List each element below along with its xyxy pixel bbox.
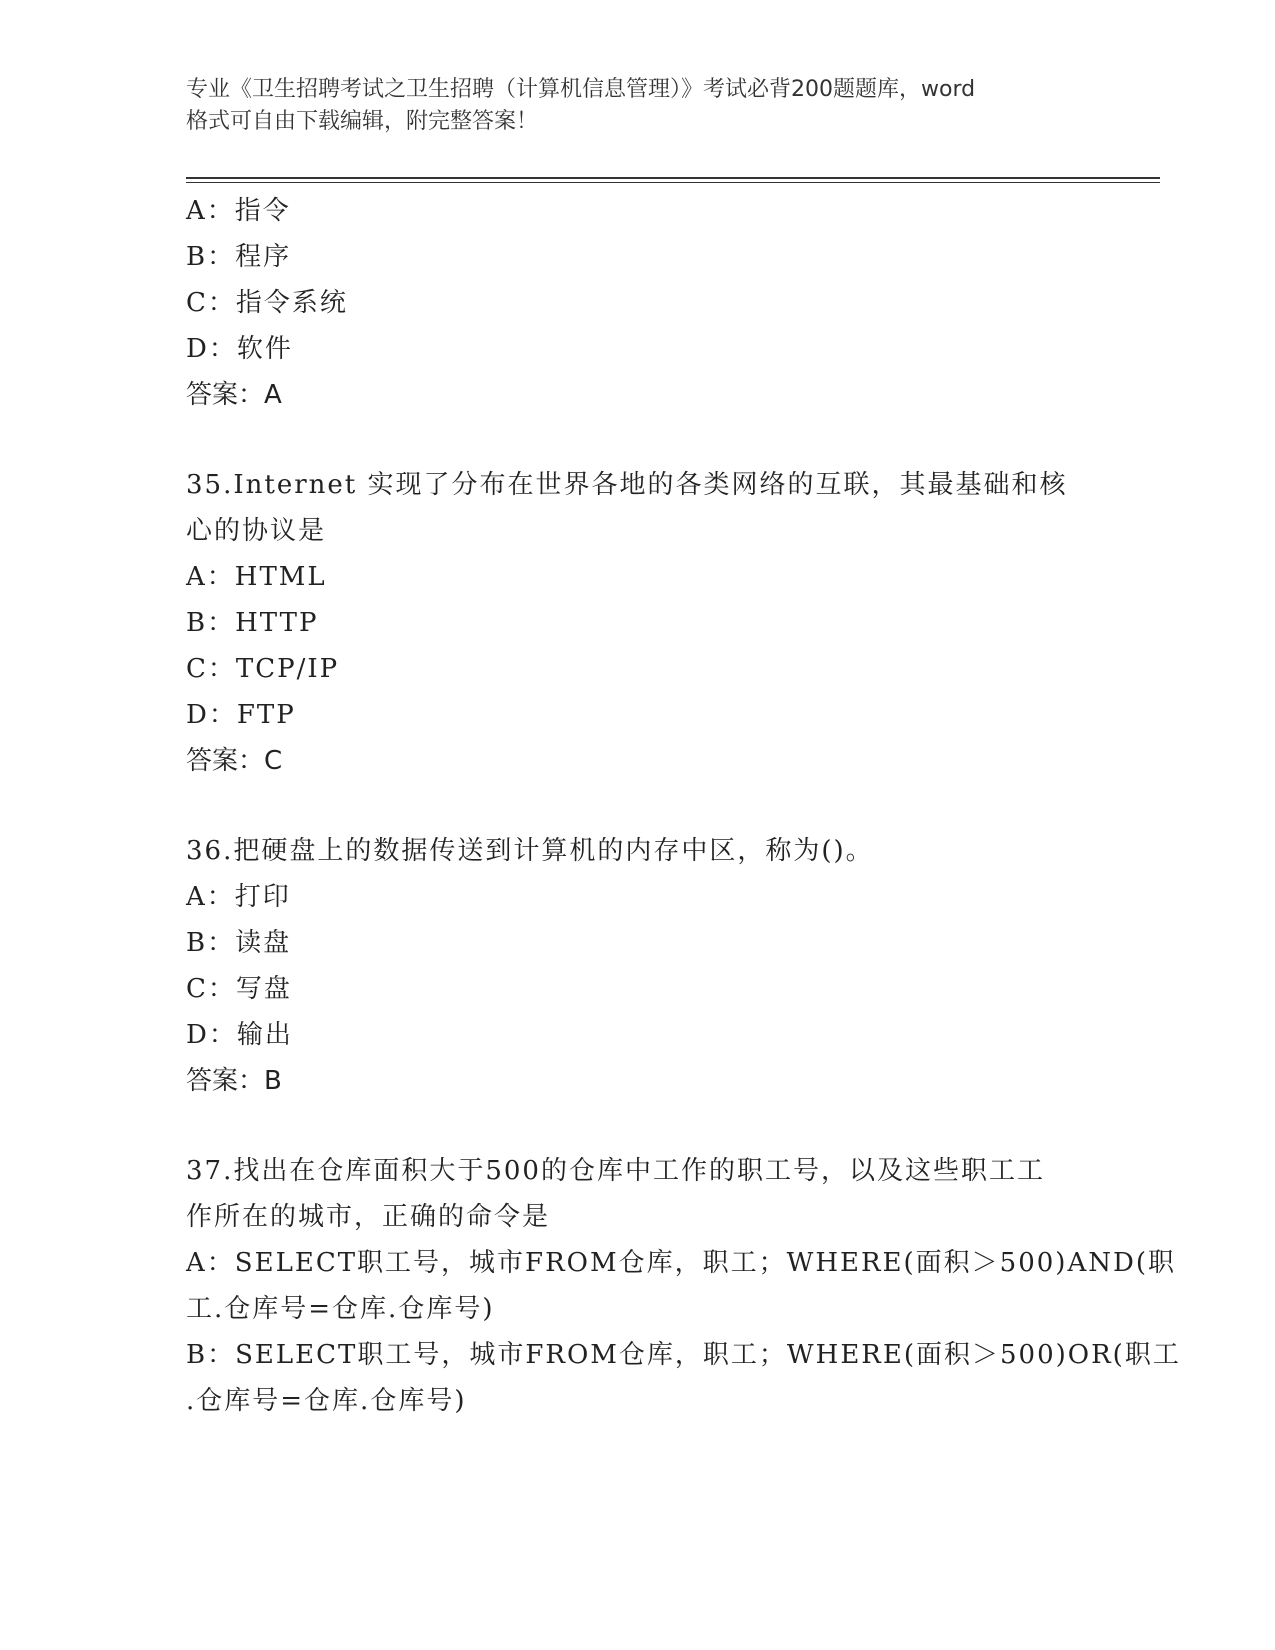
header-divider	[186, 177, 1160, 179]
question-stem-line: 37.找出在仓库面积大于500的仓库中工作的职工号，以及这些职工工	[186, 1156, 1045, 1186]
option-b: B：程序	[186, 242, 292, 272]
question-stem-line: 36.把硬盘上的数据传送到计算机的内存中区，称为()。	[186, 836, 874, 866]
header-divider-thin	[186, 182, 1160, 183]
answer-line: 答案：B	[186, 1066, 282, 1096]
option-d: D：FTP	[186, 700, 296, 730]
option-a: A：指令	[186, 196, 291, 226]
option-b: B：读盘	[186, 928, 292, 958]
answer-line: 答案：A	[186, 380, 282, 410]
option-b: B：SELECT职工号，城市FROM仓库，职工；WHERE(面积＞500)OR(职工	[186, 1340, 1181, 1370]
question-list	[186, 188, 1181, 1424]
question-34	[186, 188, 1086, 418]
option-c: C：指令系统	[186, 288, 348, 318]
header-line-1: 专业《卫生招聘考试之卫生招聘（计算机信息管理）》考试必背200题题库，word	[186, 77, 976, 102]
question-stem-line: 作所在的城市，正确的命令是	[186, 1202, 551, 1232]
option-c: C：写盘	[186, 974, 292, 1004]
question-stem-line: 35.Internet 实现了分布在世界各地的各类网络的互联，其最基础和核	[186, 470, 1068, 500]
option-d: D：输出	[186, 1020, 293, 1050]
document-header	[186, 74, 1086, 138]
option-b: B：HTTP	[186, 608, 319, 638]
answer-line: 答案：C	[186, 746, 283, 776]
option-a: A：打印	[186, 882, 291, 912]
question-35	[186, 462, 1086, 784]
question-stem-line: 心的协议是	[186, 516, 327, 546]
option-a: A：HTML	[186, 562, 327, 592]
header-line-2: 格式可自由下载编辑，附完整答案！	[186, 109, 539, 134]
option-a: A：SELECT职工号，城市FROM仓库，职工；WHERE(面积＞500)AND(职	[186, 1248, 1176, 1278]
option-d: D：软件	[186, 334, 293, 364]
question-37	[186, 1148, 1181, 1424]
question-36	[186, 828, 1086, 1104]
option-a-continued: 工.仓库号=仓库.仓库号)	[186, 1294, 495, 1324]
option-b-continued: .仓库号=仓库.仓库号)	[186, 1386, 467, 1416]
option-c: C：TCP/IP	[186, 654, 340, 684]
